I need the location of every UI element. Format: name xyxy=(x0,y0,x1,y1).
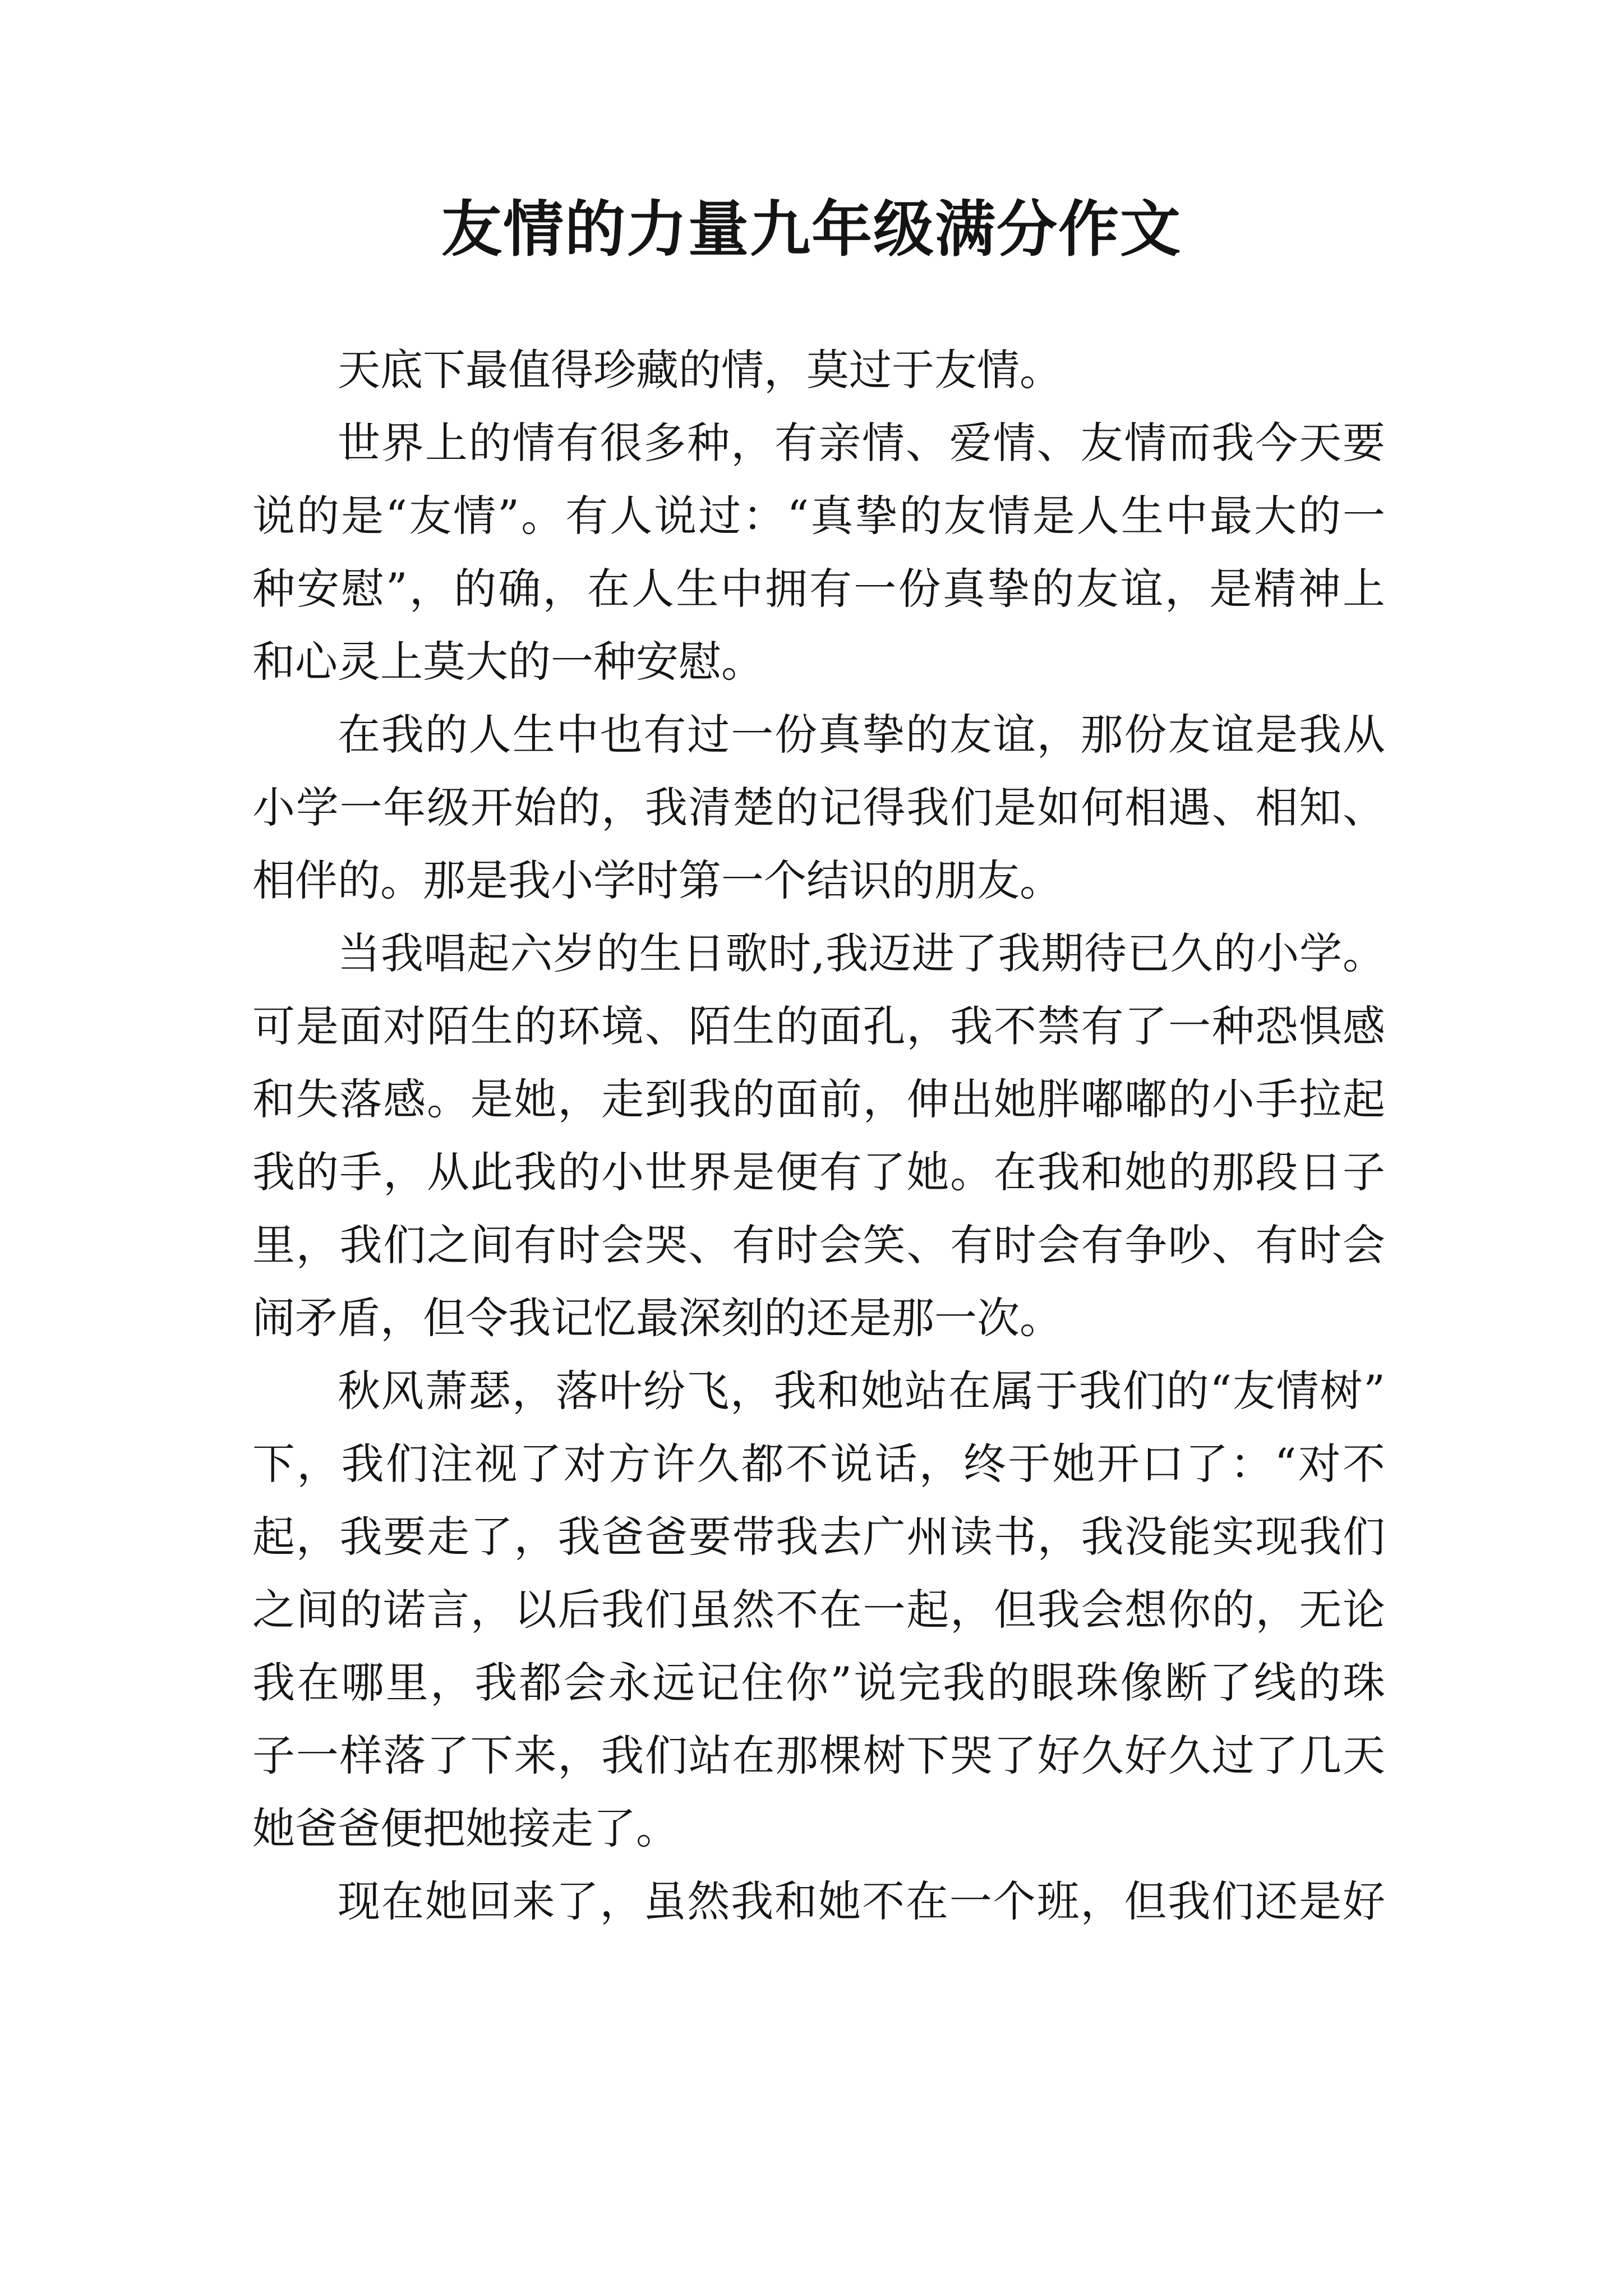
paragraph-line: 小学一年级开始的，我清楚的记得我们是如何相遇、相知、 xyxy=(252,783,1385,832)
paragraph-line: 和失落感。是她，走到我的面前，伸出她胖嘟嘟的小手拉起 xyxy=(252,1074,1385,1124)
paragraph-line: 在我的人生中也有过一份真挚的友谊，那份友谊是我从 xyxy=(338,710,1385,760)
paragraph-line: 世界上的情有很多种，有亲情、爱情、友情而我今天要 xyxy=(338,418,1385,468)
paragraph-line: 之间的诺言，以后我们虽然不在一起，但我会想你的，无论 xyxy=(252,1585,1385,1635)
paragraph-line: 我在哪里，我都会永远记住你”说完我的眼珠像断了线的珠 xyxy=(252,1658,1385,1708)
paragraph-line: 天底下最值得珍藏的情，莫过于友情。 xyxy=(338,345,1062,395)
paragraph-line: 子一样落了下来，我们站在那棵树下哭了好久好久过了几天 xyxy=(252,1731,1385,1780)
document-body xyxy=(252,334,1385,1938)
paragraph-line: 闹矛盾，但令我记忆最深刻的还是那一次。 xyxy=(252,1293,1062,1343)
paragraph-line: 和心灵上莫大的一种安慰。 xyxy=(252,637,764,687)
paragraph-line: 相伴的。那是我小学时第一个结识的朋友。 xyxy=(252,855,1062,905)
paragraph-line: 起，我要走了，我爸爸要带我去广州读书，我没能实现我们 xyxy=(252,1512,1385,1562)
paragraph-line: 现在她回来了，虽然我和她不在一个班，但我们还是好 xyxy=(338,1876,1385,1926)
paragraph-line: 当我唱起六岁的生日歌时,我迈进了我期待已久的小学。 xyxy=(338,928,1385,978)
paragraph-line: 说的是“友情”。有人说过：“真挚的友情是人生中最大的一 xyxy=(252,491,1385,541)
paragraph-line: 她爸爸便把她接走了。 xyxy=(252,1803,679,1853)
paragraph-line: 里，我们之间有时会哭、有时会笑、有时会有争吵、有时会 xyxy=(252,1220,1385,1270)
document-title: 友情的力量九年级满分作文 xyxy=(441,195,1182,265)
paragraph-line: 我的手，从此我的小世界是便有了她。在我和她的那段日子 xyxy=(252,1147,1385,1197)
paragraph-line: 秋风萧瑟，落叶纷飞，我和她站在属于我们的“友情树” xyxy=(338,1366,1385,1416)
paragraph-line: 种安慰”，的确，在人生中拥有一份真挚的友谊，是精神上 xyxy=(252,564,1385,614)
paragraph-line: 下，我们注视了对方许久都不说话，终于她开口了：“对不 xyxy=(252,1439,1385,1489)
paragraph-line: 可是面对陌生的环境、陌生的面孔，我不禁有了一种恐惧感 xyxy=(252,1001,1385,1051)
